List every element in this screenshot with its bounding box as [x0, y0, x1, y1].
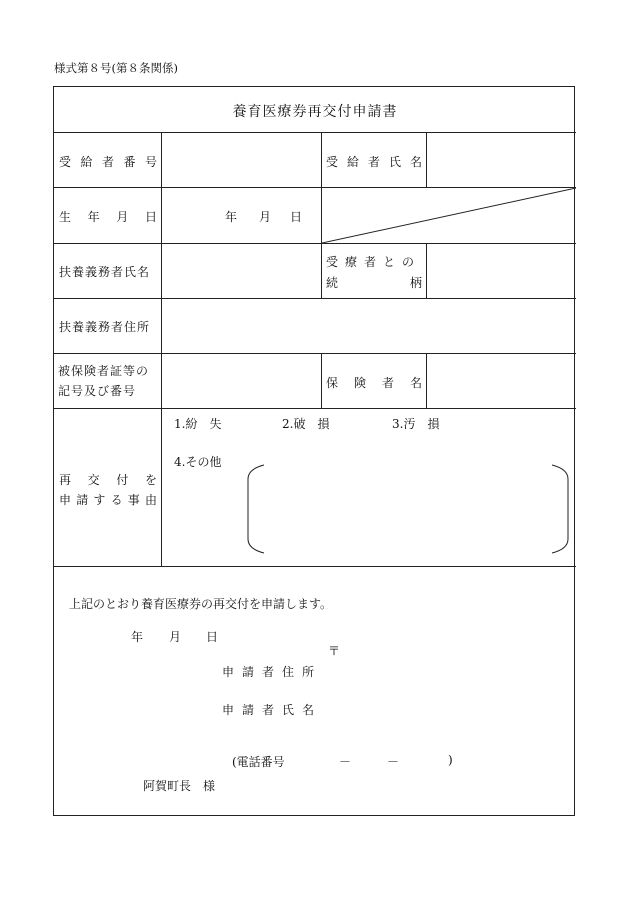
- phone-label: (電話番号: [232, 755, 285, 769]
- label-char: 番: [123, 155, 136, 169]
- reason-option-damaged[interactable]: 2.破 損: [282, 417, 330, 431]
- label-char: 請: [76, 493, 89, 507]
- label-char: 名: [409, 376, 422, 390]
- label-text: 柄: [409, 276, 422, 290]
- birth-month-unit: 月: [259, 210, 272, 224]
- reason-label-line1: [59, 471, 157, 488]
- label-char: 給: [80, 155, 93, 169]
- application-day-unit: 日: [206, 630, 219, 644]
- column-divider: [426, 132, 427, 187]
- recipient-name-label: [326, 153, 422, 170]
- guardian-name-label: 扶養義務者氏名: [59, 265, 151, 279]
- label-char: 給: [346, 155, 359, 169]
- insurer-field[interactable]: [430, 358, 570, 403]
- reason-option-soiled[interactable]: 3.汚 損: [392, 417, 440, 431]
- row-divider: [54, 353, 576, 354]
- column-divider: [426, 243, 427, 298]
- label-char: 事: [127, 493, 140, 507]
- label-char: 生: [59, 210, 72, 224]
- reason-label-line2: [59, 491, 157, 508]
- label-char: 由: [144, 493, 157, 507]
- label-char: す: [93, 493, 106, 507]
- label-char: 交: [87, 473, 100, 487]
- birth-day-unit: 日: [290, 210, 303, 224]
- label-char: 受: [59, 155, 72, 169]
- relationship-field[interactable]: [430, 249, 570, 293]
- column-divider: [321, 353, 322, 408]
- application-form-table: [53, 86, 575, 816]
- label-char: 名: [409, 155, 422, 169]
- guardian-address-field[interactable]: [166, 303, 571, 348]
- applicant-address-label: 申請者住所: [222, 665, 323, 679]
- phone-dash: －: [387, 755, 400, 769]
- label-char: 再: [59, 473, 72, 487]
- insured-cert-label-line1: 被保険者証等の: [58, 364, 150, 378]
- declaration-statement: 上記のとおり養育医療券の再交付を申請します。: [69, 597, 333, 611]
- column-divider: [426, 353, 427, 408]
- application-month-unit: 月: [169, 630, 182, 644]
- guardian-name-field[interactable]: [166, 249, 316, 293]
- guardian-address-label: 扶養義務者住所: [59, 320, 151, 334]
- recipient-name-field[interactable]: [430, 137, 570, 182]
- label-char: 者: [367, 155, 380, 169]
- reason-option-other[interactable]: 4.その他: [174, 455, 222, 469]
- other-reason-field[interactable]: [254, 467, 564, 551]
- row-divider: [54, 566, 576, 567]
- insured-cert-label-line2: 記号及び番号: [58, 384, 137, 398]
- label-char: 日: [144, 210, 157, 224]
- relationship-label-line2: [326, 274, 422, 291]
- label-char: 険: [353, 376, 366, 390]
- row-divider: [54, 298, 576, 299]
- label-char: 受: [326, 155, 339, 169]
- label-char: 者: [101, 155, 114, 169]
- label-char: 者: [381, 376, 394, 390]
- recipient-number-label: [59, 153, 157, 170]
- row-divider: [54, 408, 576, 409]
- postal-mark: 〒: [328, 644, 341, 658]
- phone-dash: －: [339, 755, 352, 769]
- form-number: 様式第８号(第８条関係): [54, 61, 178, 75]
- relationship-label-line1: 受療者との: [326, 255, 422, 269]
- recipient-number-field[interactable]: [214, 147, 344, 177]
- applicant-name-label: 申請者氏名: [222, 703, 323, 717]
- label-char: 号: [144, 155, 157, 169]
- label-char: 保: [326, 376, 339, 390]
- label-char: 氏: [388, 155, 401, 169]
- insurer-label: [326, 374, 422, 391]
- insured-cert-field[interactable]: [166, 358, 316, 403]
- birth-date-field[interactable]: [164, 193, 314, 237]
- phone-field[interactable]: [294, 749, 444, 771]
- label-text: 続: [326, 276, 339, 290]
- addressee: 阿賀町長 様: [143, 779, 216, 793]
- label-char: 付: [116, 473, 129, 487]
- applicant-address-field[interactable]: [334, 659, 564, 681]
- diagonal-strike: [322, 188, 576, 243]
- label-char: 月: [116, 210, 129, 224]
- birth-date-label: [59, 208, 157, 225]
- label-char: 年: [87, 210, 100, 224]
- form-title: 養育医療券再交付申請書: [232, 104, 398, 120]
- row-divider: [54, 132, 576, 133]
- label-char: る: [110, 493, 123, 507]
- reason-option-lost[interactable]: 1.紛 失: [174, 417, 222, 431]
- application-year-unit: 年: [131, 630, 144, 644]
- row-divider: [54, 243, 576, 244]
- label-char: 申: [59, 493, 72, 507]
- applicant-name-field[interactable]: [334, 697, 564, 719]
- phone-close-paren: ): [448, 753, 453, 767]
- column-divider: [161, 132, 162, 566]
- label-char: を: [144, 473, 157, 487]
- birth-year-unit: 年: [225, 210, 238, 224]
- column-divider: [321, 243, 322, 298]
